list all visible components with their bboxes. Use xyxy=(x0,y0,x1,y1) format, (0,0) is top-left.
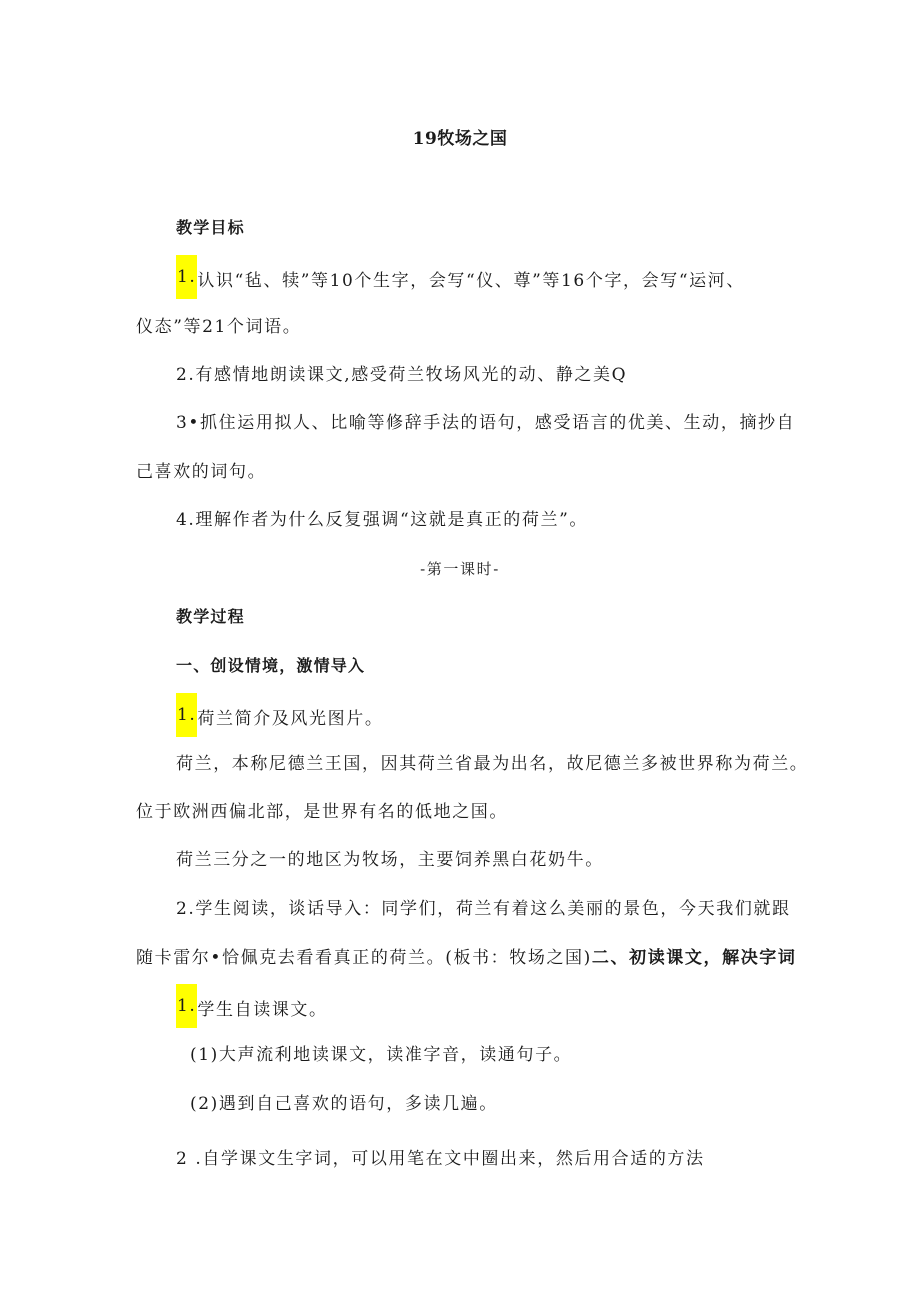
part-1-item-2-line-1: 2.学生阅读，谈话导入：同学们，荷兰有着这么美丽的景色，今天我们就跟 xyxy=(176,899,791,919)
goal-2: 2.有感情地朗读课文,感受荷兰牧场风光的动、静之美Q xyxy=(176,365,628,385)
part-2-sub-item-2: (2)遇到自己喜欢的语句，多读几遍。 xyxy=(190,1094,498,1114)
part-2-item-2: 2 .自学课文生字词，可以用笔在文中圈出来，然后用合适的方法 xyxy=(176,1149,705,1169)
paragraph-netherlands-line-1: 荷兰，本称尼德兰王国，因其荷兰省最为出名，故尼德兰多被世界称为荷兰。 xyxy=(176,754,809,774)
part-1-item-1-text: 荷兰简介及风光图片。 xyxy=(197,709,384,729)
part-2-heading: 二、初读课文，解决字词 xyxy=(591,948,797,968)
highlight-number: 1. xyxy=(176,693,197,737)
goal-1-text: 认识“毡、犊”等10个生字，会写“仪、尊”等16个字，会写“运河、 xyxy=(197,271,745,291)
highlight-number: 1. xyxy=(176,984,197,1028)
part-1-heading: 一、创设情境，激情导入 xyxy=(176,656,366,675)
document-title: 19牧场之国 xyxy=(412,129,508,149)
goal-1-line-2: 仪态”等21个词语。 xyxy=(136,317,302,337)
section-first-lesson: -第一课时- xyxy=(420,560,500,578)
heading-teaching-process: 教学过程 xyxy=(176,607,245,626)
goal-4: 4.理解作者为什么反复强调“这就是真正的荷兰”。 xyxy=(176,510,589,530)
part-1-item-1 xyxy=(176,702,383,737)
part-1-item-2-text: 随卡雷尔•恰佩克去看看真正的荷兰。(板书：牧场之国) xyxy=(136,948,592,968)
goal-1-line-1 xyxy=(176,264,745,299)
highlight-number: 1. xyxy=(176,255,197,299)
part-2-item-1-text: 学生自读课文。 xyxy=(197,1000,328,1020)
part-2-item-1 xyxy=(176,993,328,1028)
paragraph-netherlands-line-2: 位于欧洲西偏北部，是世界有名的低地之国。 xyxy=(136,802,508,822)
heading-teaching-goals: 教学目标 xyxy=(176,218,245,237)
goal-3-line-1: 3•抓住运用拟人、比喻等修辞手法的语句，感受语言的优美、生动，摘抄自 xyxy=(176,413,796,433)
paragraph-pastures: 荷兰三分之一的地区为牧场，主要饲养黑白花奶牛。 xyxy=(176,850,604,870)
part-1-item-2-line-2 xyxy=(136,945,797,971)
goal-3-line-2: 己喜欢的词句。 xyxy=(136,462,267,482)
part-2-sub-item-1: (1)大声流利地读课文，读准字音，读通句子。 xyxy=(190,1045,573,1065)
